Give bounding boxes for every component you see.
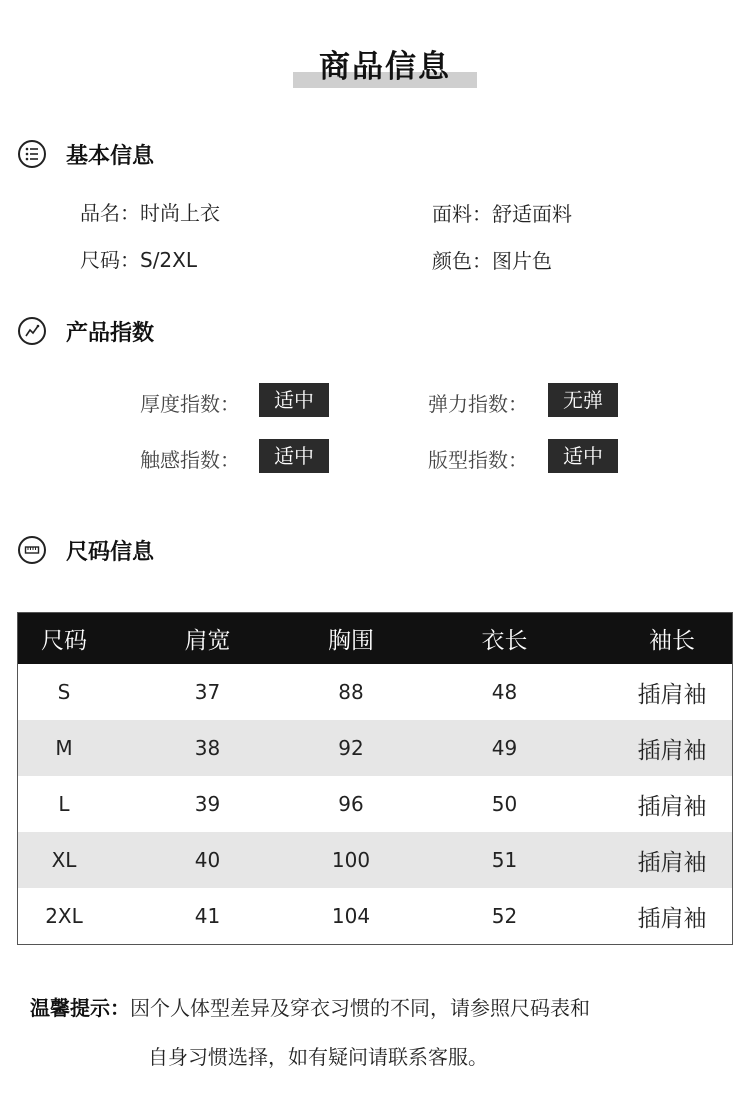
table-cell: 插肩袖: [637, 681, 707, 708]
table-cell: 2XL: [45, 904, 83, 928]
table-cell: 52: [491, 904, 518, 928]
info-value: S/2XL: [140, 248, 198, 272]
table-cell: 50: [491, 792, 518, 816]
table-cell: 插肩袖: [637, 793, 707, 820]
column-header-sleeve: 袖长: [612, 613, 733, 665]
table-cell: 48: [491, 680, 518, 704]
table-cell: 96: [338, 792, 364, 816]
table-cell: 插肩袖: [612, 720, 733, 776]
table-cell: 100: [305, 832, 397, 888]
table-cell: 39: [194, 792, 221, 816]
info-color: [432, 245, 552, 274]
table-row: [18, 776, 733, 832]
table-cell: 37: [194, 680, 221, 704]
table-row: [18, 888, 733, 945]
tip-text: 因个人体型差异及穿衣习惯的不同，请参照尺码表和: [130, 996, 590, 1020]
ruler-icon: [18, 536, 46, 564]
table-cell: 88: [338, 680, 364, 704]
list-icon: [18, 140, 46, 168]
table-cell: 49: [397, 720, 612, 776]
table-cell: M: [18, 720, 111, 776]
info-value: 舒适面料: [492, 202, 572, 226]
table-cell: 41: [194, 904, 221, 928]
info-label: 尺码：: [80, 248, 140, 272]
index-label-thickness: 厚度指数：: [140, 392, 240, 416]
info-size: [80, 244, 197, 273]
section-product-index: [18, 315, 154, 347]
table-cell: XL: [18, 832, 111, 888]
table-row: [18, 664, 733, 720]
tip-line-2: 自身习惯选择，如有疑问请联系客服。: [148, 1045, 488, 1069]
section-heading: 产品指数: [66, 320, 155, 346]
info-fabric: [432, 198, 572, 227]
column-header-shoulder: 肩宽: [110, 613, 305, 665]
info-name: [80, 197, 220, 226]
index-label-fit: 版型指数：: [428, 448, 528, 472]
page-title: [293, 45, 477, 89]
size-table: [17, 612, 733, 945]
table-cell: 插肩袖: [612, 832, 733, 888]
table-cell: L: [58, 792, 70, 816]
table-cell: 40: [110, 832, 305, 888]
info-value: 图片色: [492, 249, 552, 273]
section-basic-info: [18, 138, 154, 170]
info-label: 品名：: [80, 201, 140, 225]
index-label-elasticity: 弹力指数：: [428, 392, 528, 416]
index-label-touch: 触感指数：: [140, 448, 240, 472]
trend-chart-icon: [18, 317, 46, 345]
table-cell: S: [57, 680, 71, 704]
index-badge-touch: 适中: [259, 439, 329, 473]
tip-line-1: [30, 992, 590, 1021]
page-title-text: 商品信息: [319, 49, 451, 85]
table-row: [18, 832, 733, 888]
table-cell: 38: [110, 720, 305, 776]
section-size-info: [18, 534, 154, 566]
size-table-header: [18, 613, 733, 665]
info-value: 时尚上衣: [140, 201, 220, 225]
column-header-size: 尺码: [18, 613, 111, 665]
index-badge-elasticity: 无弹: [548, 383, 618, 417]
column-header-length: 衣长: [397, 613, 612, 665]
section-heading: 基本信息: [66, 143, 155, 169]
table-cell: 51: [397, 832, 612, 888]
column-header-chest: 胸围: [305, 613, 397, 665]
table-cell: 92: [305, 720, 397, 776]
info-label: 颜色：: [432, 249, 492, 273]
table-cell: 104: [331, 904, 371, 928]
table-cell: 插肩袖: [637, 905, 707, 932]
section-heading: 尺码信息: [66, 539, 155, 565]
tip-label: 温馨提示：: [30, 996, 130, 1020]
table-row: [18, 720, 733, 776]
index-badge-fit: 适中: [548, 439, 618, 473]
info-label: 面料：: [432, 202, 492, 226]
index-badge-thickness: 适中: [259, 383, 329, 417]
